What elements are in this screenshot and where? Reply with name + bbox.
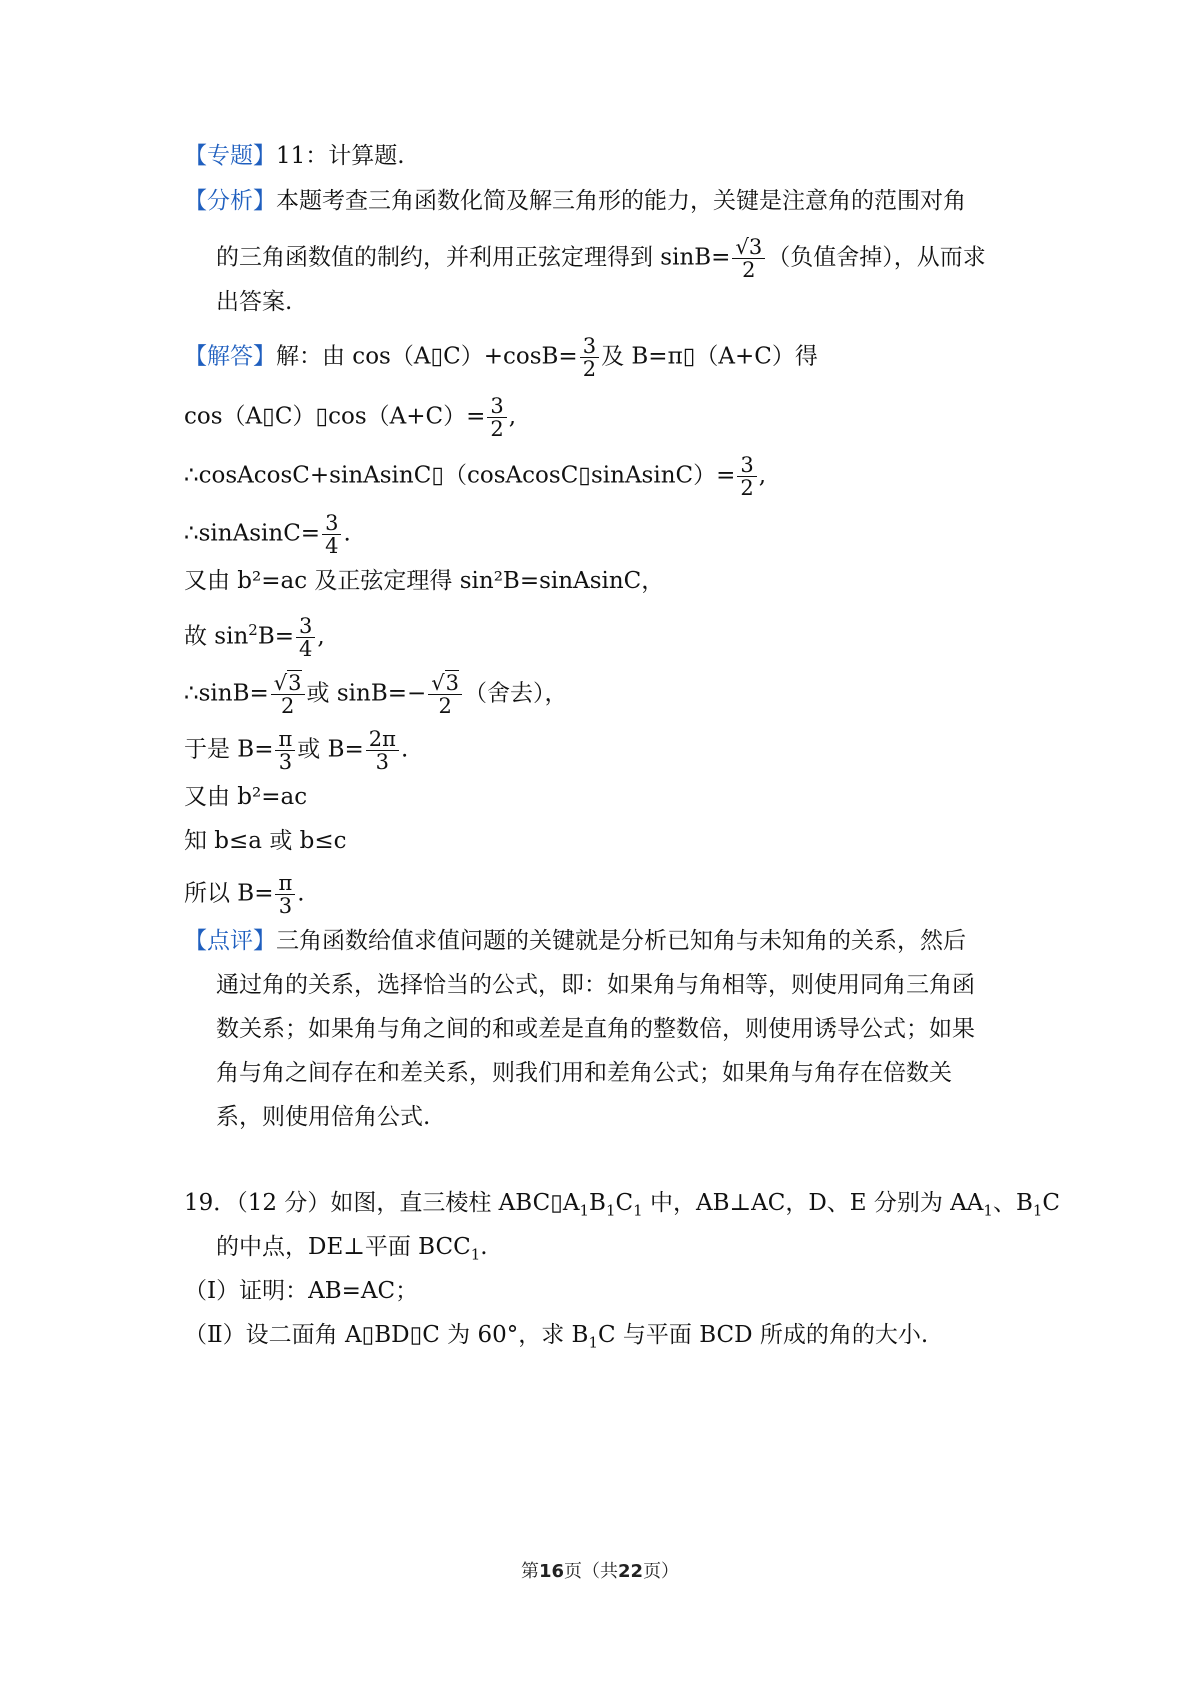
solution-line-10 xyxy=(184,826,347,856)
review-line-5 xyxy=(216,1102,430,1132)
solution-line-3 xyxy=(184,454,766,499)
fraction xyxy=(732,236,765,281)
solution-text: . xyxy=(400,736,409,763)
problem-text: 中，AB⊥AC，D、E 分别为 AA xyxy=(642,1190,984,1216)
problem-text: 、B xyxy=(992,1190,1033,1216)
analysis-line-1 xyxy=(184,186,966,216)
solution-text: 于是 B= xyxy=(184,736,274,763)
solution-text: 及 B=π xyxy=(601,343,683,370)
solution-text: 解：由 cos（A xyxy=(276,343,431,370)
solution-text: cos（A+C）= xyxy=(328,403,486,430)
fraction-numerator: 3 xyxy=(487,395,506,418)
missing-glyph: ▯ xyxy=(578,462,591,489)
solution-line-8 xyxy=(184,728,408,773)
fraction xyxy=(322,512,341,557)
review-text: 系，则使用倍角公式. xyxy=(216,1104,431,1130)
subscript: 1 xyxy=(633,1201,643,1220)
fraction xyxy=(271,672,305,717)
solution-line-4 xyxy=(184,512,351,557)
solution-text: , xyxy=(508,403,517,430)
problem-text: A xyxy=(562,1190,580,1216)
missing-glyph: ▯ xyxy=(550,1190,563,1216)
solution-text: sinAsinC）= xyxy=(590,462,736,489)
review-text: 数关系；如果角与角之间的和或差是直角的整数倍，则使用诱导公式；如果 xyxy=(216,1016,975,1042)
fraction-denominator: 4 xyxy=(299,637,313,661)
fraction-denominator: 3 xyxy=(375,750,390,774)
footer-text: 页） xyxy=(643,1561,680,1582)
solution-text: 故 sin xyxy=(184,623,249,650)
page-total: 22 xyxy=(618,1561,644,1582)
page-footer xyxy=(0,1560,1200,1584)
analysis-text-1: 本题考查三角函数化简及解三角形的能力，关键是注意角的范围对角 xyxy=(276,188,966,214)
problem-19-line-1 xyxy=(184,1188,1060,1218)
solution-line-2 xyxy=(184,395,516,440)
review-text: 角与角之间存在和差关系，则我们用和差角公式；如果角与角存在倍数关 xyxy=(216,1060,952,1086)
solution-tag: 【解答】 xyxy=(184,343,276,370)
solution-text: 又由 b²=ac 及正弦定理得 sin²B=sinAsinC， xyxy=(184,568,665,594)
fraction xyxy=(737,454,756,499)
problem-text: C 为 60°，求 B xyxy=(422,1322,589,1348)
solution-text: 或 sinB=− xyxy=(306,680,427,707)
review-text: 通过角的关系，选择恰当的公式，即：如果角与角相等，则使用同角三角函 xyxy=(216,972,975,998)
review-line-1 xyxy=(184,926,966,956)
solution-text: 或 B= xyxy=(297,736,364,763)
problem-text: BD xyxy=(374,1322,410,1348)
fraction xyxy=(296,615,315,660)
solution-line-7 xyxy=(184,672,568,717)
solution-text: （cosAcosC xyxy=(444,462,579,489)
solution-line-5 xyxy=(184,566,664,596)
solution-text: （A+C）得 xyxy=(695,343,818,370)
missing-glyph: ▯ xyxy=(262,403,275,430)
fraction-denominator: 2 xyxy=(490,417,504,441)
subscript: 1 xyxy=(470,1245,481,1264)
fraction-numerator: 3 xyxy=(322,512,341,535)
solution-text: , xyxy=(317,623,325,650)
solution-text: （舍去）， xyxy=(464,680,568,707)
fraction xyxy=(428,672,462,717)
solution-text: cos（A xyxy=(184,403,263,430)
solution-text: ∴sinB= xyxy=(184,680,269,707)
analysis-line-3 xyxy=(216,287,292,317)
problem-text: C 与平面 BCD 所成的角的大小. xyxy=(598,1322,929,1348)
fraction-numerator: 3 xyxy=(296,615,315,638)
solution-line-6 xyxy=(184,615,325,660)
missing-glyph: ▯ xyxy=(682,343,696,370)
radicand: 3 xyxy=(288,671,302,695)
fraction-denominator: 3 xyxy=(278,750,293,774)
review-tag: 【点评】 xyxy=(184,928,276,954)
missing-glyph: ▯ xyxy=(315,403,329,430)
problem-text: （Ⅱ）设二面角 A xyxy=(184,1322,362,1348)
missing-glyph: ▯ xyxy=(431,462,445,489)
superscript: 2 xyxy=(248,620,258,639)
solution-text: C） xyxy=(274,403,316,430)
fraction-numerator: 3 xyxy=(580,335,599,358)
problem-text: . xyxy=(480,1234,488,1260)
problem-text: （Ⅰ）证明：AB=AC； xyxy=(184,1278,419,1304)
fraction-numerator: π xyxy=(275,728,295,751)
fraction-denominator: 2 xyxy=(742,258,756,282)
footer-text: 第 xyxy=(520,1561,539,1582)
fraction-denominator: 2 xyxy=(280,694,295,718)
fraction xyxy=(366,728,399,773)
problem-text: C xyxy=(615,1190,634,1216)
analysis-text-3: 出答案. xyxy=(216,289,293,315)
analysis-text-2a: 的三角函数值的制约，并利用正弦定理得到 sinB= xyxy=(216,244,731,271)
fraction xyxy=(487,395,506,440)
problem-text: 19．（12 分）如图，直三棱柱 ABC xyxy=(184,1190,551,1216)
review-line-4 xyxy=(216,1058,952,1088)
solution-text: 知 b≤a 或 b≤c xyxy=(184,828,347,854)
fraction-numerator: √3 xyxy=(271,672,305,695)
solution-text: B= xyxy=(257,623,295,650)
solution-text: 又由 b²=ac xyxy=(184,784,308,810)
review-line-3 xyxy=(216,1014,975,1044)
solution-text: C）+cosB= xyxy=(443,343,578,370)
solution-text: . xyxy=(343,520,351,547)
solution-line-9 xyxy=(184,782,307,812)
problem-19-line-2 xyxy=(216,1232,488,1262)
footer-text: 页（共 xyxy=(564,1561,618,1582)
topic-text: 11：计算题. xyxy=(276,143,405,169)
solution-text: ∴cosAcosC+sinAsinC xyxy=(184,462,432,489)
missing-glyph: ▯ xyxy=(430,343,444,370)
fraction-numerator: π xyxy=(275,872,295,895)
problem-text: B xyxy=(589,1190,606,1216)
solution-text: 所以 B= xyxy=(184,880,274,907)
fraction-denominator: 4 xyxy=(325,534,339,558)
fraction-numerator: √3 xyxy=(428,672,462,695)
analysis-line-2 xyxy=(216,236,986,281)
solution-text: , xyxy=(758,462,767,489)
fraction-numerator: √3 xyxy=(732,236,765,259)
analysis-tag: 【分析】 xyxy=(184,188,276,214)
subscript: 1 xyxy=(1032,1201,1043,1220)
fraction xyxy=(275,872,295,917)
fraction xyxy=(580,335,599,380)
solution-text: . xyxy=(297,880,305,907)
topic-tag: 【专题】 xyxy=(184,143,276,169)
review-text: 三角函数给值求值问题的关键就是分析已知角与未知角的关系，然后 xyxy=(276,928,966,954)
subscript: 1 xyxy=(983,1201,993,1220)
missing-glyph: ▯ xyxy=(361,1322,375,1348)
problem-text: 的中点，DE⊥平面 BCC xyxy=(216,1234,471,1260)
fraction-denominator: 2 xyxy=(438,694,452,718)
fraction-numerator: 3 xyxy=(737,454,756,477)
radicand: 3 xyxy=(445,671,460,695)
subscript: 1 xyxy=(605,1201,616,1220)
problem-19-part-2 xyxy=(184,1320,928,1350)
page-number: 16 xyxy=(538,1561,564,1582)
subscript: 1 xyxy=(579,1201,590,1220)
review-line-2 xyxy=(216,970,975,1000)
subscript: 1 xyxy=(588,1333,598,1352)
fraction-denominator: 2 xyxy=(582,357,597,381)
problem-19-part-1 xyxy=(184,1276,418,1306)
fraction-denominator: 2 xyxy=(740,476,754,500)
problem-text: C xyxy=(1042,1190,1060,1216)
fraction xyxy=(275,728,295,773)
fraction-denominator: 3 xyxy=(278,894,293,918)
solution-line-1 xyxy=(184,335,818,380)
analysis-text-2b: （负值舍掉），从而求 xyxy=(767,244,986,271)
solution-text: ∴sinAsinC= xyxy=(184,520,321,547)
solution-line-11 xyxy=(184,872,305,917)
topic-line xyxy=(184,141,405,171)
fraction-numerator: 2π xyxy=(366,728,399,751)
missing-glyph: ▯ xyxy=(409,1322,423,1348)
